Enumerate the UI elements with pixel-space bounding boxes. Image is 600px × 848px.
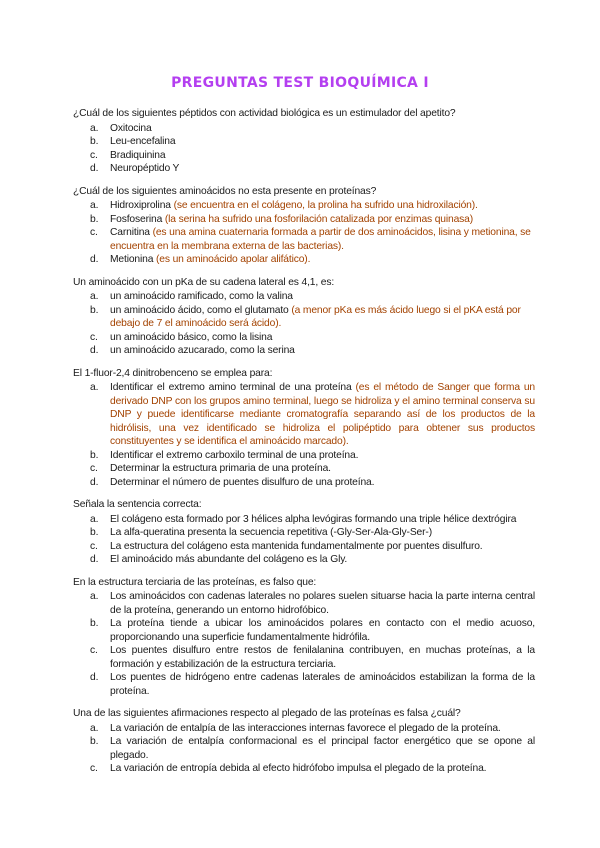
option-d <box>73 553 535 567</box>
question-7 <box>73 707 535 776</box>
option-note: (se encuentra en el colágeno, la prolina ha sufrido una hidroxilación). <box>170 200 478 211</box>
option-text: La estructura del colágeno esta mantenida fundamentalmente por puentes disulfuro. <box>110 540 483 552</box>
option-marker: d. <box>90 345 99 356</box>
option-a <box>73 381 535 449</box>
options-list <box>73 722 535 776</box>
option-c <box>73 226 535 253</box>
option-text: Bradiquinina <box>110 149 166 161</box>
option-c <box>73 149 535 163</box>
option-a <box>73 122 535 136</box>
option-note: (es el método de Sanger que forma un derivado DNP con los grupos amino terminal, luego se hidroliza y el amino terminal conserva su DNP y puede identificarse mediante cromatografía separando así de los productos de la hidrólisis, una vez identificado se hidroliza el polipéptido para obtener sus productos constituyentes y se identifica el aminoácido marcado). <box>110 382 535 447</box>
option-marker: c. <box>90 227 98 238</box>
option-c <box>73 331 535 345</box>
option-marker: a. <box>90 200 99 211</box>
option-text: Leu-encefalina <box>110 136 176 147</box>
option-marker: b. <box>90 527 99 538</box>
option-b <box>73 135 535 149</box>
option-text: El aminoácido más abundante del colágeno es la Gly. <box>110 554 348 565</box>
option-marker: b. <box>90 304 99 316</box>
option-marker: c. <box>90 645 98 656</box>
question-6 <box>73 576 535 699</box>
option-text: un aminoácido azucarado, como la serina <box>110 345 295 356</box>
question-5 <box>73 498 535 567</box>
option-text: Metionina <box>110 254 154 265</box>
option-text: La variación de entropía debida al efecto hidrófobo impulsa el plegado de la proteína. <box>110 763 487 774</box>
option-marker: c. <box>90 149 98 161</box>
option-marker: b. <box>90 618 99 629</box>
question-4 <box>73 367 535 490</box>
option-marker: d. <box>90 554 99 565</box>
options-list <box>73 290 535 358</box>
question-text: Una de las siguientes afirmaciones respecto al plegado de las proteínas es falsa ¿cuál? <box>73 708 461 719</box>
option-c <box>73 462 535 476</box>
option-marker: d. <box>90 672 99 683</box>
option-b <box>73 617 535 644</box>
options-list <box>73 381 535 489</box>
question-3 <box>73 276 535 358</box>
option-text: La proteína tiende a ubicar los aminoácidos polares en contacto con el medio acuoso, proporcionando una superficie fundamentalmente hidrófila. <box>110 618 535 643</box>
option-b <box>73 526 535 540</box>
option-marker: c. <box>90 331 98 343</box>
option-d <box>73 476 535 490</box>
question-1 <box>73 107 535 176</box>
option-text: Determinar la estructura primaria de una proteína. <box>110 463 331 474</box>
option-text: Oxitocina <box>110 122 152 134</box>
option-marker: a. <box>90 722 99 734</box>
option-marker: b. <box>90 213 99 225</box>
option-d <box>73 162 535 176</box>
option-a <box>73 199 535 213</box>
option-text: La alfa-queratina presenta la secuencia repetitiva (-Gly-Ser-Ala-Gly-Ser-) <box>110 527 432 538</box>
option-c <box>73 540 535 554</box>
option-marker: b. <box>90 449 99 461</box>
option-marker: d. <box>90 476 99 488</box>
option-a <box>73 513 535 527</box>
option-d <box>73 344 535 358</box>
option-d <box>73 671 535 698</box>
option-text: La variación de entalpía de las interacciones internas favorece el plegado de la proteína. <box>110 722 501 734</box>
options-list <box>73 199 535 267</box>
question-text: ¿Cuál de los siguientes péptidos con actividad biológica es un estimulador del apetito? <box>73 108 456 119</box>
option-b <box>73 449 535 463</box>
option-a <box>73 290 535 304</box>
option-a <box>73 722 535 736</box>
option-text: Identificar el extremo amino terminal de una proteína <box>110 382 352 393</box>
question-2 <box>73 185 535 267</box>
option-c <box>73 762 535 776</box>
page-title: PREGUNTAS TEST BIOQUÍMICA I <box>171 75 429 91</box>
option-text: Hidroxiprolina <box>110 200 171 211</box>
question-text: ¿Cuál de los siguientes aminoácidos no esta presente en proteínas? <box>73 185 377 197</box>
option-marker: b. <box>90 136 99 147</box>
option-b <box>73 735 535 762</box>
option-note: (es un aminoácido apolar alifático). <box>153 254 311 265</box>
option-text: Identificar el extremo carboxilo terminal de una proteína. <box>110 449 359 461</box>
option-text: Neuropéptido Y <box>110 163 180 174</box>
option-marker: a. <box>90 591 99 602</box>
question-text: Señala la sentencia correcta: <box>73 499 202 510</box>
options-list <box>73 513 535 567</box>
option-marker: c. <box>90 540 98 552</box>
option-text: Los puentes de hidrógeno entre cadenas laterales de aminoácidos estabilizan la forma de la proteína. <box>110 672 535 697</box>
option-marker: a. <box>90 122 99 134</box>
option-marker: c. <box>90 763 98 774</box>
question-text: El 1-fluor-2,4 dinitrobenceno se emplea para: <box>73 367 273 379</box>
options-list <box>73 590 535 698</box>
option-text: El colágeno esta formado por 3 hélices alpha levógiras formando una triple hélice dextrógira <box>110 513 517 525</box>
option-text: La variación de entalpía conformacional es el principal factor energético que se opone al plegado. <box>110 736 535 761</box>
option-text: un aminoácido básico, como la lisina <box>110 331 273 343</box>
option-marker: a. <box>90 382 99 393</box>
option-marker: c. <box>90 463 98 474</box>
option-b <box>73 304 535 331</box>
option-marker: d. <box>90 254 99 265</box>
option-d <box>73 253 535 267</box>
questions-list <box>73 107 535 785</box>
options-list <box>73 122 535 176</box>
option-text: Determinar el número de puentes disulfuro de una proteína. <box>110 476 375 488</box>
option-text: un aminoácido ramificado, como la valina <box>110 291 293 302</box>
option-a <box>73 590 535 617</box>
option-text: un aminoácido ácido, como el glutamato <box>110 304 289 316</box>
question-text: En la estructura terciaria de las proteínas, es falso que: <box>73 576 317 588</box>
option-note: (la serina ha sufrido una fosforilación catalizada por enzimas quinasa) <box>162 213 474 225</box>
option-text: Los puentes disulfuro entre restos de fenilalanina contribuyen, en muchas proteínas, a la formación y estabilización de la estructura terciaria. <box>110 645 535 670</box>
option-marker: d. <box>90 163 99 174</box>
option-note: (a menor pKa es más ácido luego si el pKA está por debajo de 7 el aminoácido será ácido). <box>110 304 521 329</box>
option-note: (es una amina cuaternaria formada a partir de dos aminoácidos, lisina y metionina, se encuentra en la membrana externa de las bacterias). <box>110 227 531 252</box>
question-text: Un aminoácido con un pKa de su cadena lateral es 4,1, es: <box>73 276 335 288</box>
option-text: Los aminoácidos con cadenas laterales no polares suelen situarse hacia la parte interna central de la proteína, generando un entorno hidrofóbico. <box>110 591 535 616</box>
option-text: Fosfoserina <box>110 213 163 225</box>
option-marker: b. <box>90 736 99 747</box>
option-b <box>73 213 535 227</box>
option-c <box>73 644 535 671</box>
option-marker: a. <box>90 513 99 525</box>
option-text: Carnitina <box>110 227 150 238</box>
option-marker: a. <box>90 291 99 302</box>
